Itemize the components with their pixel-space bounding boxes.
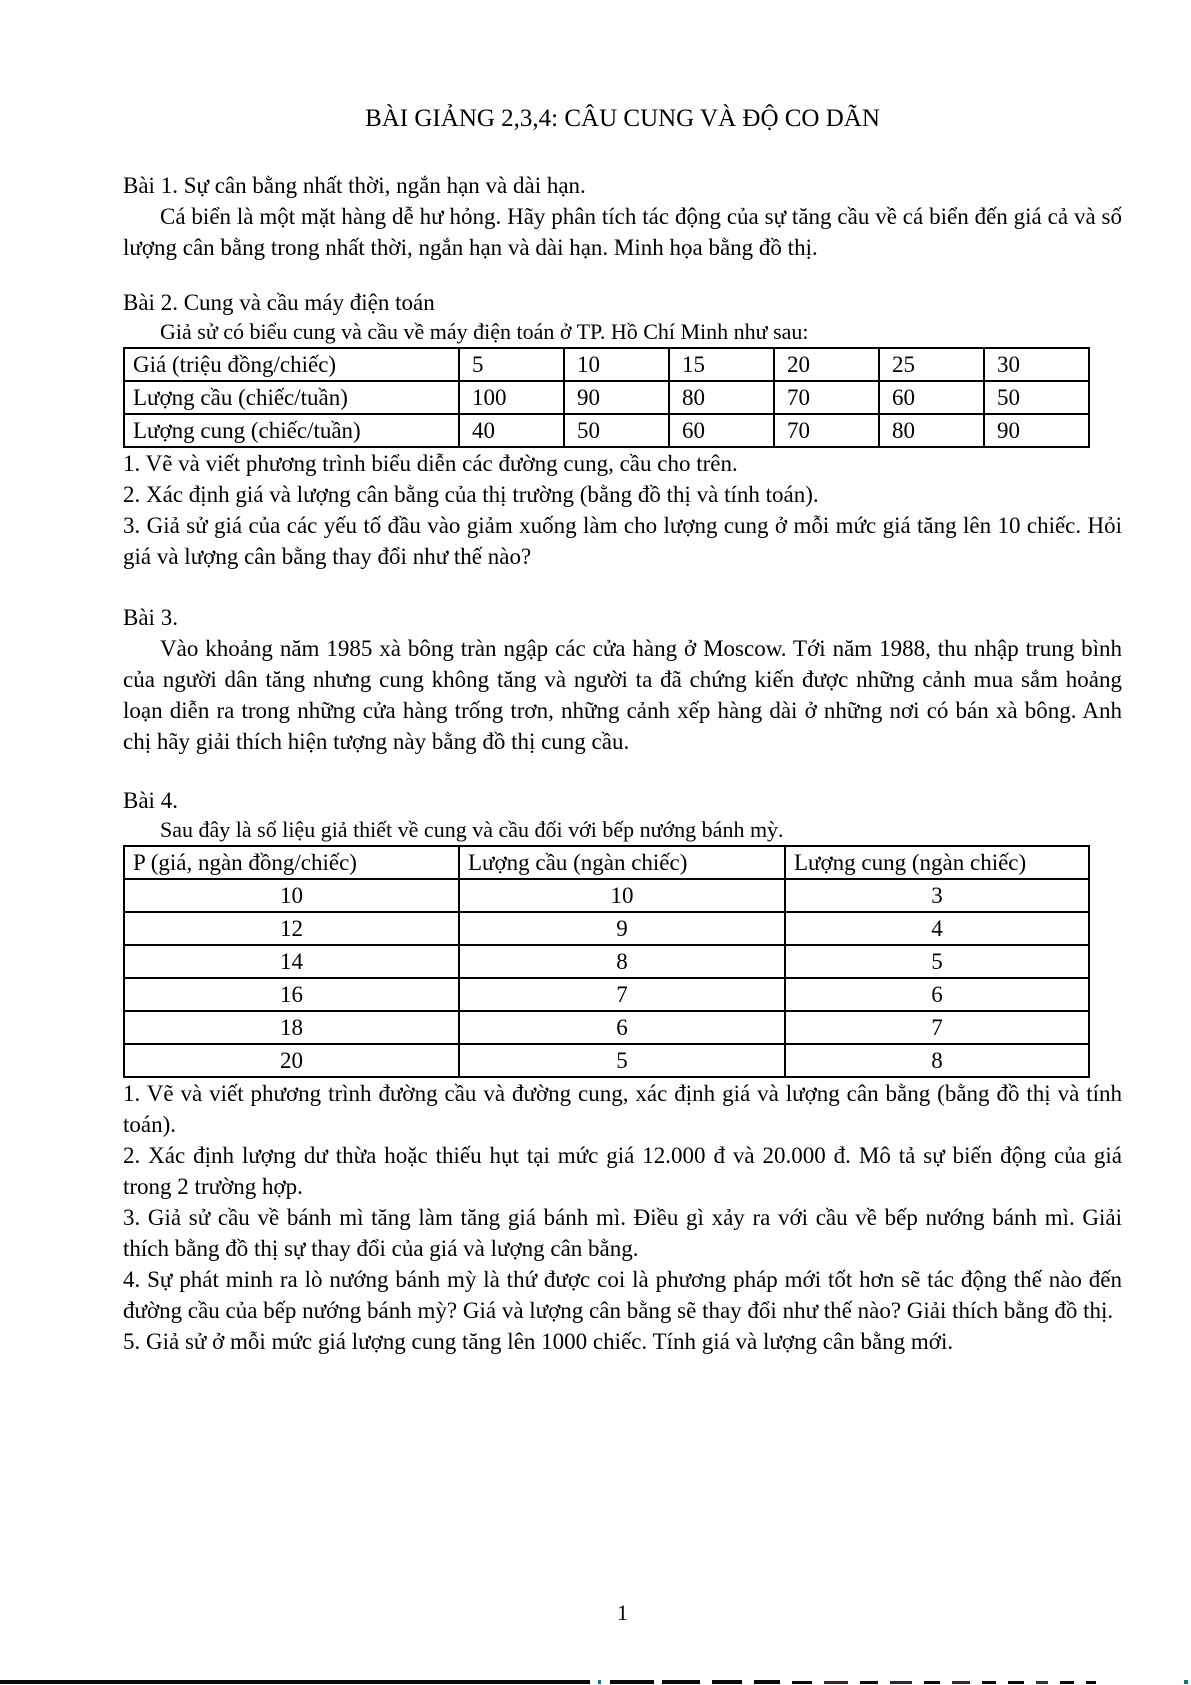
table-cell: 100	[459, 381, 564, 414]
bai4-heading: Bài 4.	[123, 788, 178, 813]
bai4-intro: Sau đây là số liệu giả thiết về cung và cầu đối với bếp nướng bánh mỳ.	[160, 817, 784, 842]
page-edge-artifact	[0, 1678, 1191, 1685]
question-item: 2. Xác định giá và lượng cân bằng của thị trường (bằng đồ thị và tính toán).	[123, 482, 819, 507]
table-cell: 7	[459, 978, 785, 1011]
table-cell: 6	[459, 1011, 785, 1044]
table-cell: 7	[785, 1011, 1089, 1044]
table-row	[124, 414, 1089, 447]
table-cell: 70	[774, 381, 879, 414]
question-item: 1. Vẽ và viết phương trình đường cầu và đường cung, xác định giá và lượng cân bằng (bằng đồ thị và tính toán).	[123, 1081, 1122, 1137]
table-cell: 8	[459, 945, 785, 978]
table-row	[124, 945, 1089, 978]
question-item: 2. Xác định lượng dư thừa hoặc thiếu hụt tại mức giá 12.000 đ và 20.000 đ. Mô tả sự biến động của giá trong 2 trường hợp.	[123, 1143, 1122, 1199]
table-row	[124, 978, 1089, 1011]
table-row	[124, 348, 1089, 381]
question-item: 3. Giả sử cầu về bánh mì tăng làm tăng giá bánh mì. Điều gì xảy ra với cầu về bếp nướng bánh mì. Giải thích bằng đồ thị sự thay đổi của giá và lượng cân bằng.	[123, 1205, 1122, 1261]
table-cell: 12	[124, 912, 459, 945]
table-cell: 20	[124, 1044, 459, 1077]
bai4-questions	[123, 1078, 1122, 1357]
row-label: Lượng cầu (chiếc/tuần)	[124, 381, 459, 414]
table-cell: 70	[774, 414, 879, 447]
table-cell: 5	[459, 348, 564, 381]
table-cell: 8	[785, 1044, 1089, 1077]
table-cell: 50	[564, 414, 669, 447]
table-header-row	[124, 846, 1089, 879]
table-cell: 10	[459, 879, 785, 912]
bai4-supply-demand-table	[123, 845, 1090, 1078]
bai2-intro: Giả sử có biểu cung và cầu về máy điện toán ở TP. Hồ Chí Minh như sau:	[160, 319, 809, 344]
table-cell: 50	[984, 381, 1089, 414]
table-cell: 10	[124, 879, 459, 912]
table-cell: 25	[879, 348, 984, 381]
table-cell: 16	[124, 978, 459, 1011]
document-content	[123, 0, 1122, 1357]
question-item: 5. Giả sử ở mỗi mức giá lượng cung tăng lên 1000 chiếc. Tính giá và lượng cân bằng mới.	[123, 1329, 954, 1354]
table-cell: 10	[564, 348, 669, 381]
column-header: Lượng cầu (ngàn chiếc)	[459, 846, 785, 879]
page-number: 1	[617, 1600, 628, 1625]
table-cell: 60	[669, 414, 774, 447]
table-cell: 6	[785, 978, 1089, 1011]
table-cell: 40	[459, 414, 564, 447]
table-cell: 5	[459, 1044, 785, 1077]
table-cell: 90	[564, 381, 669, 414]
column-header: P (giá, ngàn đồng/chiếc)	[124, 846, 459, 879]
question-item: 3. Giả sử giá của các yếu tố đầu vào giảm xuống làm cho lượng cung ở mỗi mức giá tăng lên 10 chiếc. Hỏi giá và lượng cân bằng thay đổi như thế nào?	[123, 513, 1122, 569]
table-cell: 15	[669, 348, 774, 381]
table-row	[124, 1011, 1089, 1044]
table-cell: 18	[124, 1011, 459, 1044]
bai3-paragraph: Vào khoảng năm 1985 xà bông tràn ngập các cửa hàng ở Moscow. Tới năm 1988, thu nhập trung bình của người dân tăng nhưng cung không tăng và người ta đã chứng kiến được những cảnh mua sắm hoảng loạn diễn ra trong những cửa hàng trống trơn, những cảnh xếp hàng dài ở những nơi có bán xà bông. Anh chị hãy giải thích hiện tượng này bằng đồ thị cung cầu.	[123, 636, 1122, 754]
table-row	[124, 912, 1089, 945]
table-cell: 60	[879, 381, 984, 414]
bai2-heading: Bài 2. Cung và cầu máy điện toán	[123, 290, 435, 315]
table-row	[124, 381, 1089, 414]
bai2-supply-demand-table	[123, 347, 1090, 448]
row-label: Giá (triệu đồng/chiếc)	[124, 348, 459, 381]
bai1-heading: Bài 1. Sự cân bằng nhất thời, ngắn hạn và dài hạn.	[123, 173, 586, 198]
table-row	[124, 879, 1089, 912]
column-header: Lượng cung (ngàn chiếc)	[785, 846, 1089, 879]
table-row	[124, 1044, 1089, 1077]
table-cell: 4	[785, 912, 1089, 945]
table-cell: 3	[785, 879, 1089, 912]
table-cell: 5	[785, 945, 1089, 978]
table-cell: 80	[669, 381, 774, 414]
page-title: BÀI GIẢNG 2,3,4: CÂU CUNG VÀ ĐỘ CO DÃN	[365, 105, 880, 132]
table-cell: 14	[124, 945, 459, 978]
question-item: 1. Vẽ và viết phương trình biểu diễn các đường cung, cầu cho trên.	[123, 451, 738, 476]
bai1-paragraph: Cá biển là một mặt hàng dễ hư hỏng. Hãy phân tích tác động của sự tăng cầu về cá biển đến giá cả và số lượng cân bằng trong nhất thời, ngắn hạn và dài hạn. Minh họa bằng đồ thị.	[123, 204, 1122, 260]
bai3-heading: Bài 3.	[123, 605, 178, 630]
bai2-questions	[123, 448, 1122, 572]
table-cell: 30	[984, 348, 1089, 381]
table-cell: 90	[984, 414, 1089, 447]
table-cell: 20	[774, 348, 879, 381]
row-label: Lượng cung (chiếc/tuần)	[124, 414, 459, 447]
table-cell: 9	[459, 912, 785, 945]
table-cell: 80	[879, 414, 984, 447]
question-item: 4. Sự phát minh ra lò nướng bánh mỳ là thứ được coi là phương pháp mới tốt hơn sẽ tác động thế nào đến đường cầu của bếp nướng bánh mỳ? Giá và lượng cân bằng sẽ thay đổi như thế nào? Giải thích bằng đồ thị.	[123, 1267, 1122, 1323]
